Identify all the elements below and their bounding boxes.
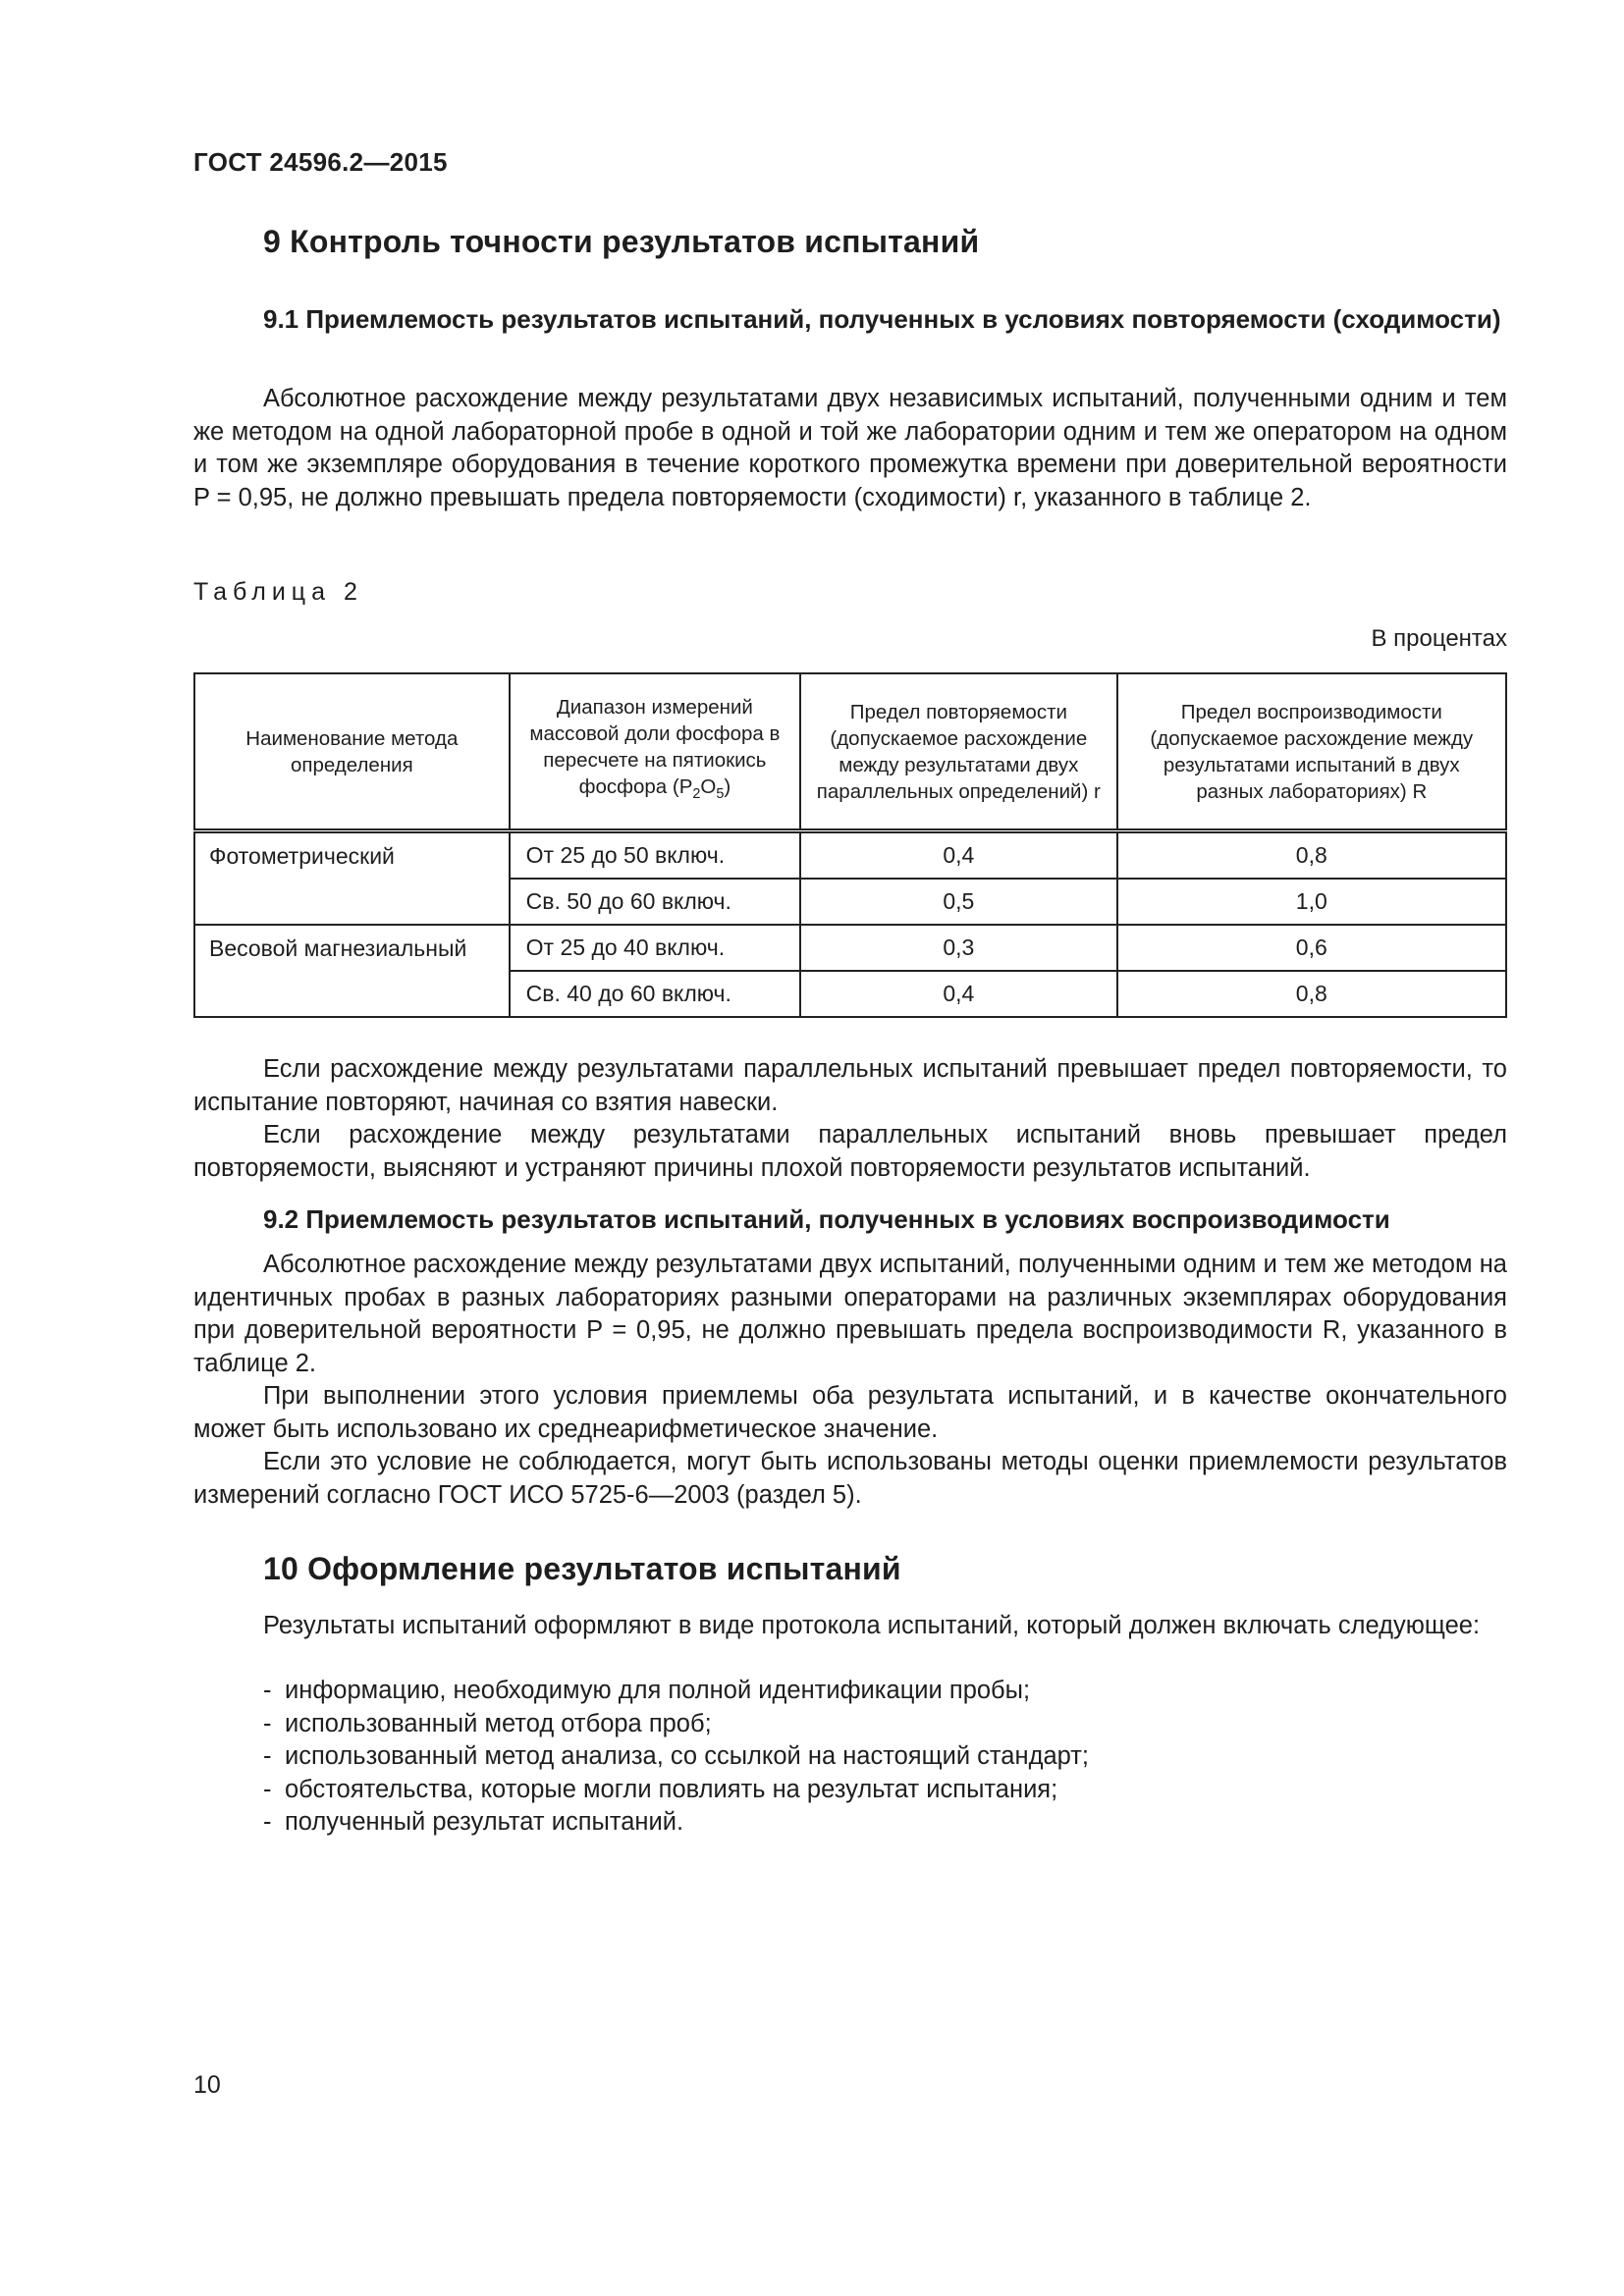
list-item: - информацию, необходимую для полной идентификации пробы; bbox=[263, 1675, 1089, 1708]
R-cell: 0,8 bbox=[1117, 831, 1506, 880]
paragraph-text: Абсолютное расхождение между результатами двух испытаний, полученными одним и тем же методом на идентичных пробах в разных лабораториях разными операторами на различных экземплярах оборудования при доверительной вероятности P = 0,95, не должно превышать предела воспроизводимости R, указанного в таблице 2. bbox=[193, 1251, 1507, 1377]
method-cell: Фотометрический bbox=[194, 831, 510, 926]
document-header: ГОСТ 24596.2—2015 bbox=[193, 147, 448, 177]
range-cell: От 25 до 40 включ. bbox=[510, 925, 800, 971]
paragraph-text: Результаты испытаний оформляют в виде протокола испытаний, который должен включать следующее: bbox=[263, 1612, 1481, 1639]
section-9-title: 9 Контроль точности результатов испытаний bbox=[263, 224, 980, 259]
paragraph-text: При выполнении этого условия приемлемы оба результата испытаний, и в качестве окончательного может быть использовано их среднеарифметическое значение. bbox=[193, 1382, 1507, 1443]
dash-bullet: - bbox=[263, 1775, 272, 1803]
section-9-1-paragraph-1 bbox=[193, 383, 1507, 514]
dash-bullet: - bbox=[263, 1742, 272, 1770]
dash-bullet: - bbox=[263, 1808, 272, 1836]
range-cell: Св. 40 до 60 включ. bbox=[510, 971, 800, 1017]
section-10-title: 10 Оформление результатов испытаний bbox=[263, 1551, 901, 1586]
header-method: Наименование метода определения bbox=[194, 673, 510, 831]
r-cell: 0,4 bbox=[800, 831, 1116, 880]
paragraph-text: Если расхождение между результатами параллельных испытаний превышает предел повторяемости, то испытание повторяют, начиная со взятия навески. bbox=[193, 1055, 1507, 1116]
r-cell: 0,3 bbox=[800, 925, 1116, 971]
results-list bbox=[263, 1675, 1089, 1840]
header-range: Диапазон измерений массовой доли фосфора в пересчете на пятиокись фосфора $(P_2O_5)$ bbox=[510, 673, 800, 831]
dash-bullet: - bbox=[263, 1677, 272, 1704]
list-item: - использованный метод отбора проб; bbox=[263, 1708, 1089, 1741]
paragraph-text: Если это условие не соблюдается, могут быть использованы методы оценки приемлемости результатов измерений согласно ГОСТ ИСО 5725-6—2003 (раздел 5). bbox=[193, 1448, 1507, 1509]
list-item: - обстоятельства, которые могли повлиять на результат испытания; bbox=[263, 1774, 1089, 1807]
table-row bbox=[194, 831, 1506, 880]
list-item: - полученный результат испытаний. bbox=[263, 1806, 1089, 1840]
section-10-intro bbox=[193, 1610, 1507, 1643]
section-9-1-title: 9.1 Приемлемость результатов испытаний, полученных в условиях повторяемости (сходимости) bbox=[263, 304, 1501, 334]
section-9-1-paragraphs bbox=[193, 1053, 1507, 1185]
section-9-2-title: 9.2 Приемлемость результатов испытаний, полученных в условиях воспроизводимости bbox=[263, 1204, 1390, 1234]
paragraph-text: Если расхождение между результатами параллельных испытаний вновь превышает предел повторяемости, выясняют и устраняют причины плохой повторяемости результатов испытаний. bbox=[193, 1121, 1507, 1182]
method-cell: Весовой магнезиальный bbox=[194, 925, 510, 1017]
section-9-2-paragraphs bbox=[193, 1249, 1507, 1512]
header-reproducibility: Предел воспроизводимости (допускаемое расхождение между результатами испытаний в двух разных лабораториях) R bbox=[1117, 673, 1506, 831]
list-item: - использованный метод анализа, со ссылкой на настоящий стандарт; bbox=[263, 1740, 1089, 1774]
accuracy-table bbox=[193, 672, 1507, 1018]
table-row bbox=[194, 925, 1506, 971]
R-cell: 0,8 bbox=[1117, 971, 1506, 1017]
R-cell: 0,6 bbox=[1117, 925, 1506, 971]
r-cell: 0,4 bbox=[800, 971, 1116, 1017]
page-number: 10 bbox=[193, 2071, 221, 2099]
table-header-row bbox=[194, 673, 1506, 831]
header-repeatability: Предел повторяемости (допускаемое расхождение между результатами двух параллельных определений) r bbox=[800, 673, 1116, 831]
r-cell: 0,5 bbox=[800, 879, 1116, 925]
table-caption: Таблица 2 bbox=[193, 578, 363, 606]
paragraph-text: Абсолютное расхождение между результатами двух независимых испытаний, полученными одним и тем же методом на одной лабораторной пробе в одной и той же лаборатории одним и тем же оператором на одном и том же экземпляре оборудования в течение короткого промежутка времени при доверительной вероятности P = 0,95, не должно превышать предела повторяемости (сходимости) r, указанного в таблице 2. bbox=[193, 385, 1507, 511]
R-cell: 1,0 bbox=[1117, 879, 1506, 925]
range-cell: От 25 до 50 включ. bbox=[510, 831, 800, 880]
range-cell: Св. 50 до 60 включ. bbox=[510, 879, 800, 925]
dash-bullet: - bbox=[263, 1709, 272, 1737]
table-unit: В процентах bbox=[1371, 625, 1507, 652]
